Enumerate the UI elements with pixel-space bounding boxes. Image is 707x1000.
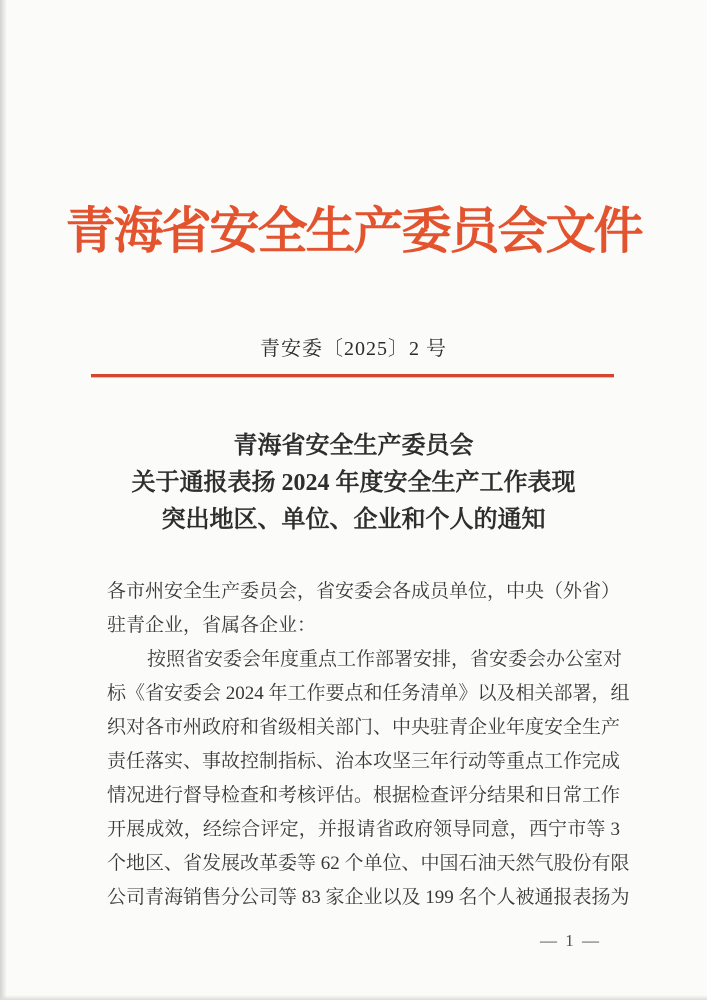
body-line: 按照省安委会年度重点工作部署安排，省安委会办公室对: [147, 649, 623, 670]
scan-edge-bottom: [0, 995, 707, 1000]
body-line: 公司青海销售分公司等 83 家企业以及 199 名个人被通报表扬为: [107, 887, 630, 908]
body-line: 开展成效，经综合评定，并报请省政府领导同意，西宁市等 3: [107, 819, 620, 840]
body-line: 情况进行督导检查和考核评估。根据检查评分结果和日常工作: [107, 785, 621, 806]
page-number: — 1 —: [540, 931, 601, 950]
document-title-line-1: 青海省安全生产委员会: [233, 433, 474, 459]
letterhead-red-rule: [91, 374, 614, 377]
document-title-line-2: 关于通报表扬 2024 年度安全生产工作表现: [131, 470, 576, 496]
letterhead-org-title: 青海省安全生产委员会文件: [65, 203, 642, 259]
body-line: 标《省安委会 2024 年工作要点和任务清单》以及相关部署，组: [107, 683, 630, 704]
document-number: 青安委〔2025〕2 号: [260, 338, 447, 360]
body-line: 织对各市州政府和省级相关部门、中央驻青企业年度安全生产: [107, 717, 621, 738]
body-line: 各市州安全生产委员会，省安委会各成员单位，中央（外省）: [107, 581, 621, 602]
body-line: 驻青企业，省属各企业：: [107, 615, 317, 636]
scan-edge-left: [0, 0, 7, 1000]
body-line: 个地区、省发展改革委等 62 个单位、中国石油天然气股份有限: [107, 853, 630, 874]
document-body: [107, 575, 630, 915]
document-title: [60, 428, 647, 539]
body-line: 责任落实、事故控制指标、治本攻坚三年行动等重点工作完成: [107, 751, 621, 772]
document-title-line-3: 突出地区、单位、企业和个人的通知: [161, 507, 546, 533]
